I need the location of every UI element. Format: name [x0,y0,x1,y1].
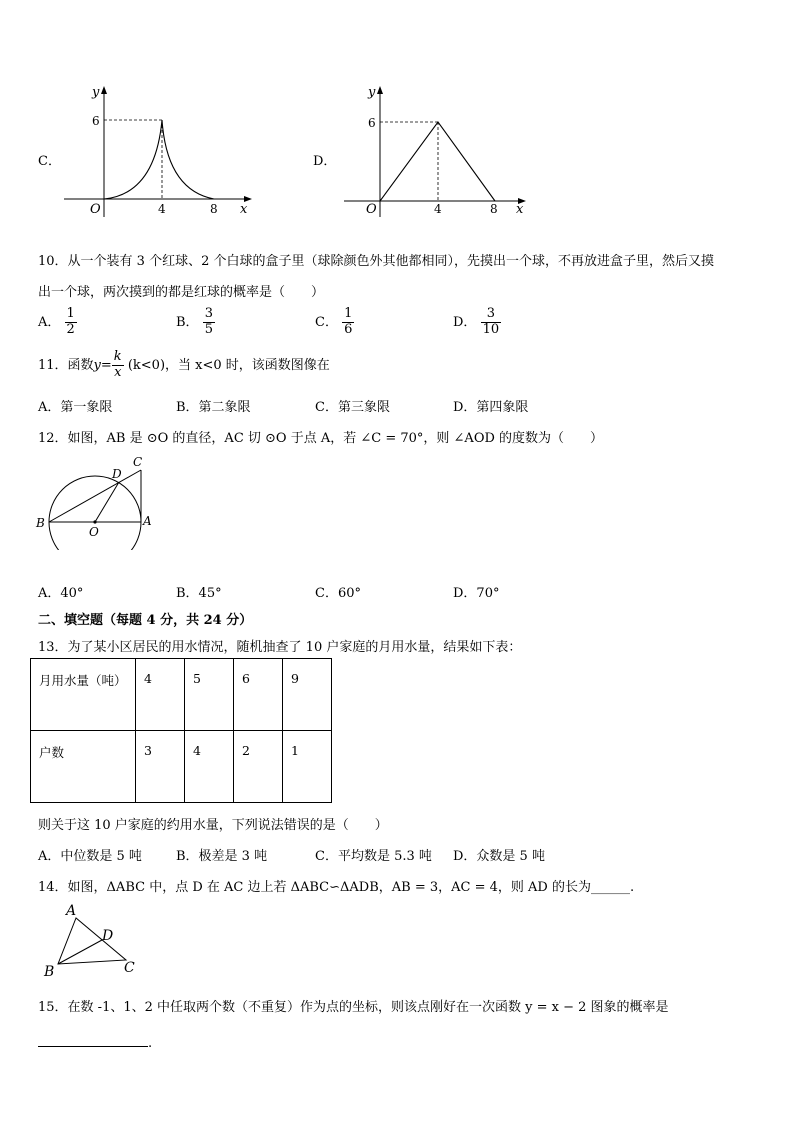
graph-d-figure [336,82,536,222]
q13-water-table [30,658,332,803]
graph-d-y-arrow [377,86,383,94]
q12-line-od [95,482,119,522]
graph-c-figure [60,82,260,222]
graph-c-origin: O [90,202,101,217]
graph-c-y-label: y [92,85,100,100]
q11-condition: (k<0) [127,357,166,373]
q10-option-d-fraction: $\frac{3}{10}$ [482,306,500,337]
q14-triangle-figure [38,900,148,980]
table-cell: 9 [283,659,332,731]
q15-answer-line [38,1032,152,1051]
q14-label-d: D [102,928,114,944]
table-row [31,731,332,803]
q11-suffix: ，当 x<0 时，该函数图像在 [165,357,330,373]
q10-line2: 出一个球，两次摸到的都是红球的概率是（ ） [38,285,325,300]
graph-c-y-tick: 6 [92,114,100,128]
graph-d-y-label: y [368,85,376,100]
table-cell: 4 [136,659,185,731]
graph-c-curve [104,120,214,199]
q14-label-b: B [44,964,55,980]
table-row [31,659,332,731]
q10-option-b [176,307,215,338]
q15-answer-end: . [148,1036,153,1051]
graph-c-x-tick-4: 4 [158,202,166,216]
q12-center-dot [93,520,96,523]
q14-text: 14．如图，ΔABC 中，点 D 在 AC 边上若 ΔABC∽ΔADB，AB = 3，AC = 4，则 AD 的长为______. [38,880,635,895]
q13-option-c: C．平均数是 5.3 吨 [315,849,432,864]
q10-option-d-label: D． [453,314,477,330]
option-d-label: D． [313,154,337,169]
q14-triangle-abc [58,918,126,964]
q10-option-a-label: A． [38,314,61,330]
graph-c-y-arrow [101,86,107,94]
q12-text: 12．如图，AB 是 ⊙O 的直径，AC 切 ⊙O 于点 A，若 ∠C = 70°，则 ∠AOD 的度数为（ ） [38,431,604,446]
graph-c-x-label: x [240,202,248,217]
q14-label-a: A [66,903,77,919]
q10-option-b-fraction: $\frac{3}{5}$ [204,306,213,337]
table-cell: 6 [234,659,283,731]
option-c-label: C． [38,154,61,169]
graph-c-x-tick-8: 8 [210,202,218,216]
graph-d-x-tick-4: 4 [434,202,442,216]
q12-label-b: B [36,516,45,530]
q12-label-c: C [133,455,143,469]
graph-d-x-tick-8: 8 [490,202,498,216]
q12-line-bc [49,470,141,522]
q12-option-a: A．40° [38,586,84,601]
q10-option-a [38,307,77,338]
q11-prefix: 11．函数 [38,357,94,373]
q10-option-c [315,307,354,338]
q11-option-c: C．第三象限 [315,400,390,415]
q14-line-bd [58,940,102,964]
q11-option-d: D．第四象限 [453,400,529,415]
q13-question: 则关于这 10 户家庭的约用水量，下列说法错误的是（ ） [38,818,388,833]
q12-option-c: C．60° [315,586,361,601]
q10-option-a-fraction: $\frac{1}{2}$ [66,306,75,337]
q15-answer-blank [38,1032,148,1047]
q13-option-b: B．极差是 3 吨 [176,849,268,864]
q11-option-a: A．第一象限 [38,400,113,415]
table-cell: 5 [185,659,234,731]
q10-option-c-label: C． [315,314,338,330]
q13-option-d: D．众数是 5 吨 [453,849,545,864]
table-cell: 3 [136,731,185,803]
q12-label-d: D [112,467,122,481]
q11-option-b: B．第二象限 [176,400,251,415]
q13-option-a: A．中位数是 5 吨 [38,849,142,864]
q10-line1: 10．从一个装有 3 个红球、2 个白球的盒子里（球除颜色外其他都相同），先摸出一个球，不再放进盒子里，然后又摸 [38,254,714,269]
q12-option-d: D．70° [453,586,500,601]
q10-option-d [453,307,501,338]
q12-circle-figure [34,450,164,550]
graph-d-triangle [380,122,495,201]
table-cell: 2 [234,731,283,803]
table-header-cell: 月用水量（吨） [31,659,136,731]
q15-text: 15．在数 -1、1、2 中任取两个数（不重复）作为点的坐标，则该点刚好在一次函数 y = x − 2 图象的概率是 [38,1000,669,1015]
q11-fraction: $\frac{k}{x}$ [113,349,122,380]
q12-option-b: B．45° [176,586,222,601]
q14-label-c: C [124,960,135,976]
table-cell: 4 [185,731,234,803]
q11-y-eq: y= [93,357,112,373]
q10-option-c-fraction: $\frac{1}{6}$ [344,306,353,337]
q11-text [38,350,330,381]
table-cell: 1 [283,731,332,803]
table-header-cell: 户数 [31,731,136,803]
graph-d-x-label: x [516,202,524,217]
q12-label-a: A [143,514,152,528]
section-2-title: 二、填空题（每题 4 分，共 24 分） [38,613,253,628]
q13-text: 13．为了某小区居民的用水情况，随机抽查了 10 户家庭的月用水量，结果如下表： [38,640,522,655]
q10-option-b-label: B． [176,314,199,330]
graph-d-y-tick: 6 [368,116,376,130]
q12-label-o: O [89,525,99,539]
graph-d-origin: O [366,202,377,217]
